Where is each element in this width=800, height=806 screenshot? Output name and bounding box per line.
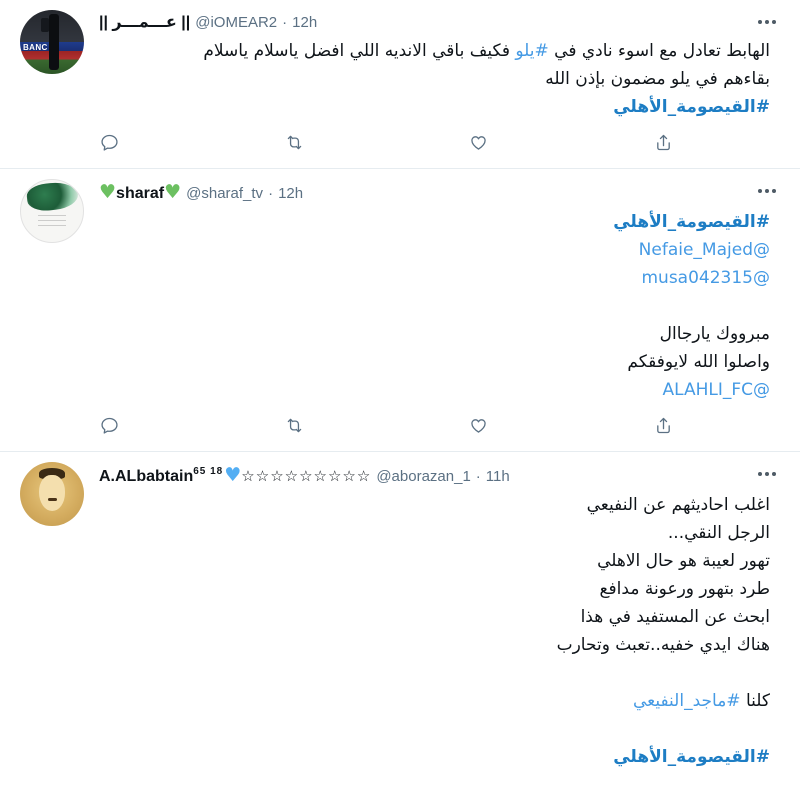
tweet-header: [99, 181, 784, 203]
more-dot-icon: [772, 472, 776, 476]
reply-button[interactable]: [99, 415, 123, 439]
tweet-text-line: [99, 603, 770, 631]
display-name-text: A.ALbabtain: [99, 468, 194, 485]
tweet-text-line: [99, 37, 770, 65]
mention-link[interactable]: @ALAHLI_FC: [662, 380, 770, 400]
share-button[interactable]: [653, 415, 677, 439]
like-button[interactable]: [468, 415, 492, 439]
avatar-sharaf[interactable]: [20, 179, 84, 243]
tweet-text-line: [99, 208, 770, 236]
retweet-button[interactable]: [284, 132, 308, 156]
tweet-text-line: [99, 65, 770, 93]
tweet-text-line: [99, 575, 770, 603]
text-run: مبرووك يارجاال: [659, 324, 770, 344]
more-dot-icon: [765, 189, 769, 193]
tweet-text: [99, 32, 784, 123]
hashtag-link[interactable]: #القيصومة_الأهلي: [613, 97, 770, 117]
more-dot-icon: [758, 189, 762, 193]
more-dot-icon: [772, 189, 776, 193]
avatar-band-text: BANC: [23, 43, 48, 53]
action-bar: [99, 415, 677, 439]
more-dot-icon: [758, 20, 762, 24]
user-handle[interactable]: @iOMEAR2: [195, 14, 278, 31]
text-run: بقاءهم في يلو مضمون بإذن الله: [545, 69, 770, 89]
tweet-text-line: [99, 264, 770, 292]
reply-button[interactable]: [99, 132, 123, 156]
tweet-text-line: [99, 348, 770, 376]
text-run: الهابط تعادل مع اسوء نادي في: [548, 41, 770, 61]
hashtag-link[interactable]: #يلو: [515, 41, 549, 61]
avatar-albabtain[interactable]: [20, 462, 84, 526]
text-run: الرجل النقي...: [667, 523, 770, 543]
tweet-header: [99, 464, 784, 486]
tweet-text-line: [99, 491, 770, 519]
tweet-text-line: [99, 292, 770, 320]
display-name-text: 65 18: [193, 466, 224, 477]
more-dot-icon: [765, 20, 769, 24]
star-rating-decoration: ☆☆☆☆☆☆☆☆☆: [241, 467, 372, 485]
text-run: هناك ايدي خفيه..تعبث وتحارب: [556, 635, 770, 655]
more-dot-icon: [772, 20, 776, 24]
tweet-text-line: [99, 743, 770, 771]
display-name-text: sharaf: [116, 185, 165, 202]
tweet-text-line: [99, 320, 770, 348]
text-run: اغلب احاديثهم عن النفيعي: [586, 495, 770, 515]
share-icon: [653, 132, 674, 153]
display-name[interactable]: [99, 464, 371, 486]
tweet[interactable]: [0, 452, 800, 781]
more-button[interactable]: [754, 16, 780, 28]
share-icon: [653, 415, 674, 436]
timestamp[interactable]: 12h: [278, 185, 304, 202]
blue-heart-icon: ♥: [224, 464, 242, 486]
hashtag-link[interactable]: #القيصومة_الأهلي: [613, 747, 770, 767]
timestamp[interactable]: 12h: [292, 14, 318, 31]
reply-icon: [99, 415, 120, 436]
mention-link[interactable]: @musa042315: [641, 268, 770, 288]
display-name[interactable]: [99, 12, 190, 32]
text-run: فكيف باقي الانديه اللي افضل ياسلام ياسلام: [203, 41, 516, 61]
like-icon: [468, 132, 489, 153]
tweet[interactable]: [0, 169, 800, 452]
like-icon: [468, 415, 489, 436]
timestamp-separator: ·: [268, 185, 274, 202]
more-dot-icon: [765, 472, 769, 476]
timestamp-separator: ·: [475, 468, 481, 485]
text-run: واصلوا الله لايوفقكم: [627, 352, 770, 372]
tweet-text: [99, 486, 784, 773]
action-bar: [99, 132, 677, 156]
retweet-icon: [284, 132, 305, 153]
hashtag-link[interactable]: #ماجد_النفيعي: [632, 691, 741, 711]
timestamp-separator: ·: [282, 14, 288, 31]
like-button[interactable]: [468, 132, 492, 156]
display-name-text: || عـــمـــر ||: [99, 14, 191, 31]
reply-icon: [99, 132, 120, 153]
timestamp[interactable]: 11h: [485, 468, 510, 485]
avatar-omear[interactable]: [20, 10, 84, 74]
text-run: كلنا: [740, 691, 770, 711]
more-button[interactable]: [754, 185, 780, 197]
tweet-text-line: [99, 687, 770, 715]
user-handle[interactable]: @aborazan_1: [376, 468, 471, 485]
share-button[interactable]: [653, 132, 677, 156]
green-heart-icon: ♥: [164, 181, 182, 203]
more-dot-icon: [758, 472, 762, 476]
green-heart-icon: ♥: [99, 181, 117, 203]
tweet-text-line: [99, 93, 770, 121]
user-handle[interactable]: @sharaf_tv: [186, 185, 264, 202]
tweet-text-line: [99, 376, 770, 404]
text-run: ابحث عن المستفيد في هذا: [580, 607, 770, 627]
avatar-mustache: [48, 498, 58, 501]
retweet-button[interactable]: [284, 415, 308, 439]
tweet-text-line: [99, 547, 770, 575]
mention-link[interactable]: @Nefaie_Majed: [638, 240, 770, 260]
tweet-text-line: [99, 659, 770, 687]
tweet-text-line: [99, 236, 770, 264]
hashtag-link[interactable]: #القيصومة_الأهلي: [613, 212, 770, 232]
more-button[interactable]: [754, 468, 780, 480]
display-name[interactable]: [99, 181, 181, 203]
tweet-text-line: [99, 715, 770, 743]
tweet-header: [99, 12, 784, 32]
tweet-text-line: [99, 519, 770, 547]
text-run: طرد بتهور ورعونة مدافع: [599, 579, 770, 599]
text-run: تهور لعيبة هو حال الاهلي: [597, 551, 770, 571]
retweet-icon: [284, 415, 305, 436]
avatar-player-figure: [49, 14, 59, 70]
tweet[interactable]: [0, 0, 800, 169]
tweet-text: [99, 203, 784, 406]
tweet-text-line: [99, 631, 770, 659]
